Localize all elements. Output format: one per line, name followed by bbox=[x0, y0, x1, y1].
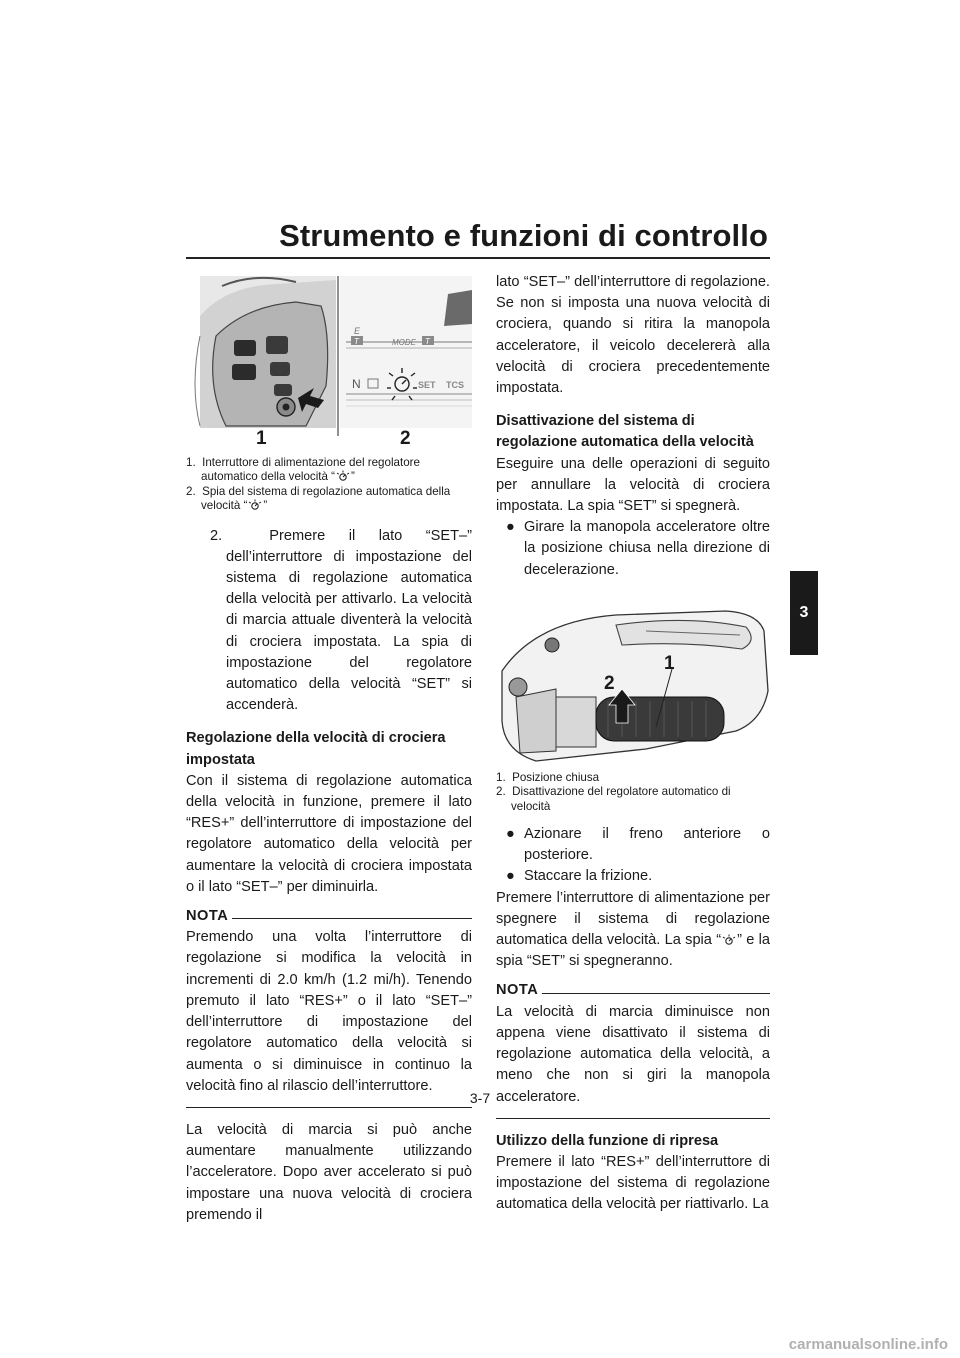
figure1-caption-item: 1. Interruttore di alimentazione del regolatore automatico della velocità “ ” bbox=[186, 456, 420, 484]
figure2-label-1: 1 bbox=[664, 652, 675, 674]
figure1-label-1: 1 bbox=[256, 428, 267, 449]
cruise-icon bbox=[721, 934, 737, 945]
nota-label: NOTA bbox=[496, 982, 539, 999]
figure1-label-2: 2 bbox=[400, 428, 411, 449]
paragraph-disattivazione: Eseguire una delle operazioni di seguito per annullare la velocità di crociera impostata. La spia “SET” si spegnerà. bbox=[496, 455, 770, 515]
paragraph-ripresa: Premere il lato “RES+” dell’interruttore di impostazione del sistema di regolazione automatica della velocità per riattivarlo. La bbox=[496, 1153, 770, 1213]
heading-regolazione: Regolazione della velocità di crociera impostata bbox=[186, 730, 446, 768]
figure2-caption-item: 1. Posizione chiusa bbox=[496, 770, 600, 784]
page-title: Strumento e funzioni di controllo bbox=[279, 218, 768, 253]
display-mode-label: MODE bbox=[392, 338, 416, 347]
figure2-caption bbox=[496, 771, 770, 814]
heading-disattivazione: Disattivazione del sistema di regolazione automatica della velocità bbox=[496, 413, 754, 451]
cruise-icon bbox=[247, 499, 263, 510]
title-rule bbox=[186, 257, 770, 259]
paragraph-accelerate: La velocità di marcia si può anche aumentare manualmente utilizzando l’acceleratore. Dopo aver accelerato si può impostare una nuova velocità di crociera premendo il bbox=[186, 1121, 472, 1223]
nota-label: NOTA bbox=[186, 908, 229, 925]
bullet-item: ● Staccare la frizione. bbox=[506, 868, 653, 885]
nota-box-1 bbox=[186, 906, 472, 1108]
bullet-item: ● Girare la manopola acceleratore oltre la posizione chiusa nella direzione di decelerazione. bbox=[506, 519, 770, 578]
figure2-caption-item: 2. Disattivazione del regolatore automatico di velocità bbox=[496, 785, 731, 813]
paragraph-regolazione: Con il sistema di regolazione automatica della velocità in funzione, premere il lato “RES+” dell’interruttore di impostazione del regolatore automatico della velocità per aumentare la velocità di crociera impostata o il lato “SET–” per diminuirla. bbox=[186, 772, 472, 895]
watermark: carmanualsonline.info bbox=[788, 1336, 948, 1353]
cruise-icon bbox=[335, 470, 351, 481]
display-e-label: E bbox=[354, 326, 361, 336]
left-column bbox=[186, 276, 472, 1226]
paragraph-continued: lato “SET–” dell’interruttore di regolazione. Se non si imposta una nuova velocità di crociera, quando si ritira la manopola acceleratore, il veicolo decelererà alla velocità di crociera precedentemente impostata. bbox=[496, 274, 770, 397]
page-number: 3-7 bbox=[469, 1090, 491, 1106]
heading-ripresa: Utilizzo della funzione di ripresa bbox=[496, 1132, 719, 1149]
nota-text-1: Premendo una volta l’interruttore di regolazione si modifica la velocità in incrementi di 2.0 km/h (1.2 mi/h). Tenendo premuto il lato “RES+” o il lato “SET–” dell’interruttore di impostazione del regolatore automatico della velocità si aumenta o si diminuisce in continuo la velocità fino al rilascio dell’interruttore. bbox=[186, 929, 472, 1094]
chapter-tab: 3 bbox=[790, 571, 818, 655]
display-tcs-label: TCS bbox=[446, 380, 464, 390]
paragraph-spegnimento: Premere l’interruttore di alimentazione per spegnere il sistema di regolazione automatica della velocità. La spia “ ” e la spia “SET” si spegneranno. bbox=[496, 889, 770, 970]
step-2: 2. Premere il lato “SET–” dell’interruttore di impostazione del sistema di regolazione automatica della velocità per attivarlo. La velocità di marcia attuale diventerà la velocità di crociera impostata. La spia di impostazione del regolatore automatico della velocità “SET” si accenderà. bbox=[210, 527, 473, 714]
handlebar-display-illustration bbox=[186, 276, 472, 454]
throttle-grip-illustration bbox=[496, 601, 770, 769]
display-t2: T bbox=[425, 337, 430, 346]
figure1-caption-item: 2. Spia del sistema di regolazione automatica della velocità “ ” bbox=[186, 484, 451, 513]
bullet-item: ● Azionare il freno anteriore o posteriore. bbox=[506, 826, 770, 864]
display-n-label: N bbox=[352, 377, 361, 391]
figure-handlebar-switch bbox=[186, 276, 472, 454]
figure-throttle-grip bbox=[496, 601, 770, 769]
display-set-label: SET bbox=[418, 380, 436, 390]
nota-text-2: La velocità di marcia diminuisce non appena viene disattivato il sistema di regolazione automatica della velocità, a meno che non si giri la manopola acceleratore. bbox=[496, 1003, 770, 1105]
right-column bbox=[496, 272, 770, 1216]
figure2-label-2: 2 bbox=[604, 672, 615, 694]
display-t1: T bbox=[354, 337, 359, 346]
figure1-caption bbox=[186, 456, 472, 514]
